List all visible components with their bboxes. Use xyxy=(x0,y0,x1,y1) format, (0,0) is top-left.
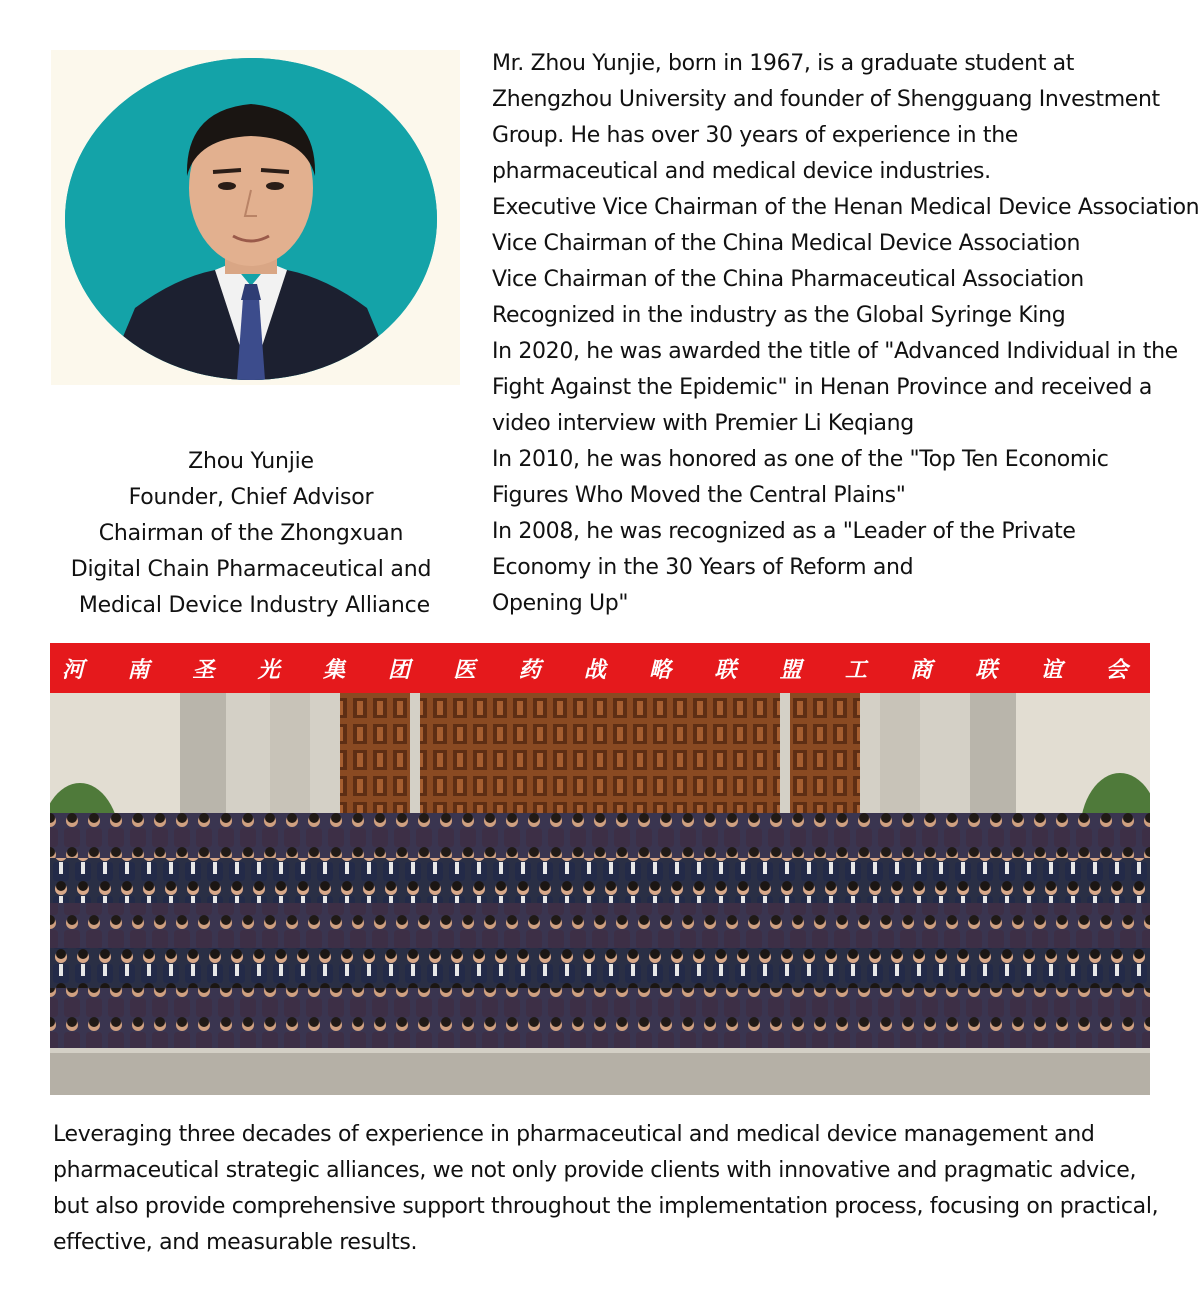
banner-char: 医 xyxy=(453,656,476,683)
portrait-illustration xyxy=(65,58,437,380)
banner-char: 集 xyxy=(322,656,345,683)
portrait-panel xyxy=(51,50,460,385)
bio-line: pharmaceutical and medical device industries. xyxy=(492,159,991,184)
banner-char: 河 xyxy=(62,656,85,683)
biography-text xyxy=(492,46,1200,622)
banner-char: 团 xyxy=(388,656,411,683)
banner-char: 药 xyxy=(518,656,541,683)
bio-line: Vice Chairman of the China Medical Device Association xyxy=(492,231,1081,256)
bio-line: Opening Up" xyxy=(492,591,629,616)
bio-line: Recognized in the industry as the Global Syringe King xyxy=(492,303,1066,328)
banner-char: 联 xyxy=(975,656,998,683)
portrait-caption xyxy=(51,444,451,624)
banner-char: 盟 xyxy=(779,656,802,683)
summary-paragraph xyxy=(53,1117,1193,1261)
summary-line: Leveraging three decades of experience in pharmaceutical and medical device management and xyxy=(53,1122,1095,1147)
summary-line: pharmaceutical strategic alliances, we not only provide clients with innovative and pragmatic advice, xyxy=(53,1158,1137,1183)
banner-char: 联 xyxy=(714,656,737,683)
banner-char: 谊 xyxy=(1040,656,1063,683)
bio-line: In 2010, he was honored as one of the "Top Ten Economic xyxy=(492,447,1109,472)
banner-char: 光 xyxy=(257,656,280,683)
caption-name: Zhou Yunjie xyxy=(188,449,314,474)
bio-line: Group. He has over 30 years of experience in the xyxy=(492,123,1018,148)
banner-char: 会 xyxy=(1105,656,1128,683)
caption-line-4: Digital Chain Pharmaceutical and xyxy=(70,557,432,582)
bio-line: Mr. Zhou Yunjie, born in 1967, is a graduate student at xyxy=(492,51,1075,76)
bio-line: Figures Who Moved the Central Plains" xyxy=(492,483,906,508)
bio-line: video interview with Premier Li Keqiang xyxy=(492,411,914,436)
banner-char: 工 xyxy=(844,656,867,683)
banner-char: 略 xyxy=(649,656,672,683)
portrait-photo xyxy=(65,58,437,380)
banner-char: 战 xyxy=(583,656,606,683)
group-photo-illustration xyxy=(50,643,1150,1095)
banner-char: 商 xyxy=(910,656,933,683)
bio-line: In 2008, he was recognized as a "Leader of the Private xyxy=(492,519,1076,544)
summary-line: but also provide comprehensive support throughout the implementation process, focusing on practical, xyxy=(53,1194,1159,1219)
banner-char: 圣 xyxy=(192,656,215,683)
bio-line: Zhengzhou University and founder of Shengguang Investment xyxy=(492,87,1160,112)
bio-line: Fight Against the Epidemic" in Henan Province and received a xyxy=(492,375,1152,400)
caption-line-5: Medical Device Industry Alliance xyxy=(72,593,430,618)
caption-line-3: Chairman of the Zhongxuan xyxy=(98,521,404,546)
bio-line: In 2020, he was awarded the title of "Advanced Individual in the xyxy=(492,339,1178,364)
bio-line: Executive Vice Chairman of the Henan Medical Device Association xyxy=(492,195,1200,220)
summary-line: effective, and measurable results. xyxy=(53,1230,418,1255)
bio-line: Economy in the 30 Years of Reform and xyxy=(492,555,914,580)
banner-char: 南 xyxy=(127,656,150,683)
caption-role: Founder, Chief Advisor xyxy=(128,485,374,510)
group-photo-banner xyxy=(50,643,1150,693)
bio-line: Vice Chairman of the China Pharmaceutical Association xyxy=(492,267,1084,292)
group-photo xyxy=(50,643,1150,1095)
